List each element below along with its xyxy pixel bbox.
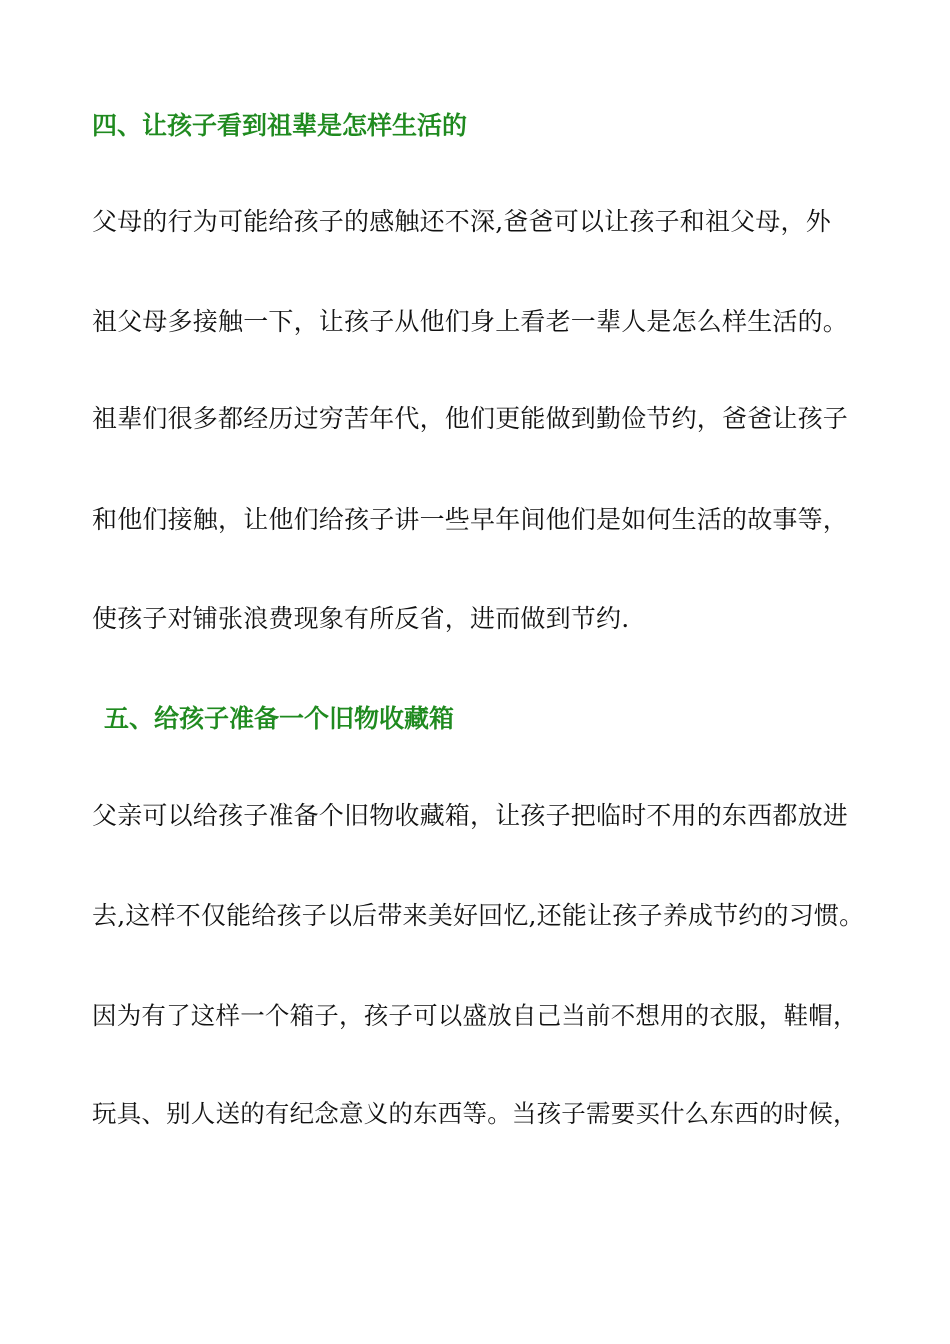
paragraph-line: 祖父母多接触一下，让孩子从他们身上看老一辈人是怎么样生活的。 (92, 307, 849, 336)
paragraph-line: 去,这样不仅能给孩子以后带来美好回忆,还能让孩子养成节约的习惯。 (92, 901, 865, 930)
paragraph-line: 使孩子对铺张浪费现象有所反省，进而做到节约. (92, 604, 630, 633)
paragraph-line: 父母的行为可能给孩子的感触还不深,爸爸可以让孩子和祖父母，外 (92, 207, 831, 236)
paragraph-line: 因为有了这样一个箱子，孩子可以盛放自己当前不想用的衣服，鞋帽， (92, 1001, 858, 1030)
paragraph-line: 父亲可以给孩子准备个旧物收藏箱，让孩子把临时不用的东西都放进 (92, 801, 849, 830)
paragraph-line: 和他们接触，让他们给孩子讲一些早年间他们是如何生活的故事等， (92, 505, 849, 534)
paragraph-line: 祖辈们很多都经历过穷苦年代，他们更能做到勤俭节约，爸爸让孩子 (92, 404, 849, 433)
section-heading-5: 五、给孩子准备一个旧物收藏箱 (104, 704, 455, 733)
paragraph-line: 玩具、别人送的有纪念意义的东西等。当孩子需要买什么东西的时候， (92, 1099, 858, 1128)
section-heading-4: 四、让孩子看到祖辈是怎样生活的 (92, 111, 468, 140)
